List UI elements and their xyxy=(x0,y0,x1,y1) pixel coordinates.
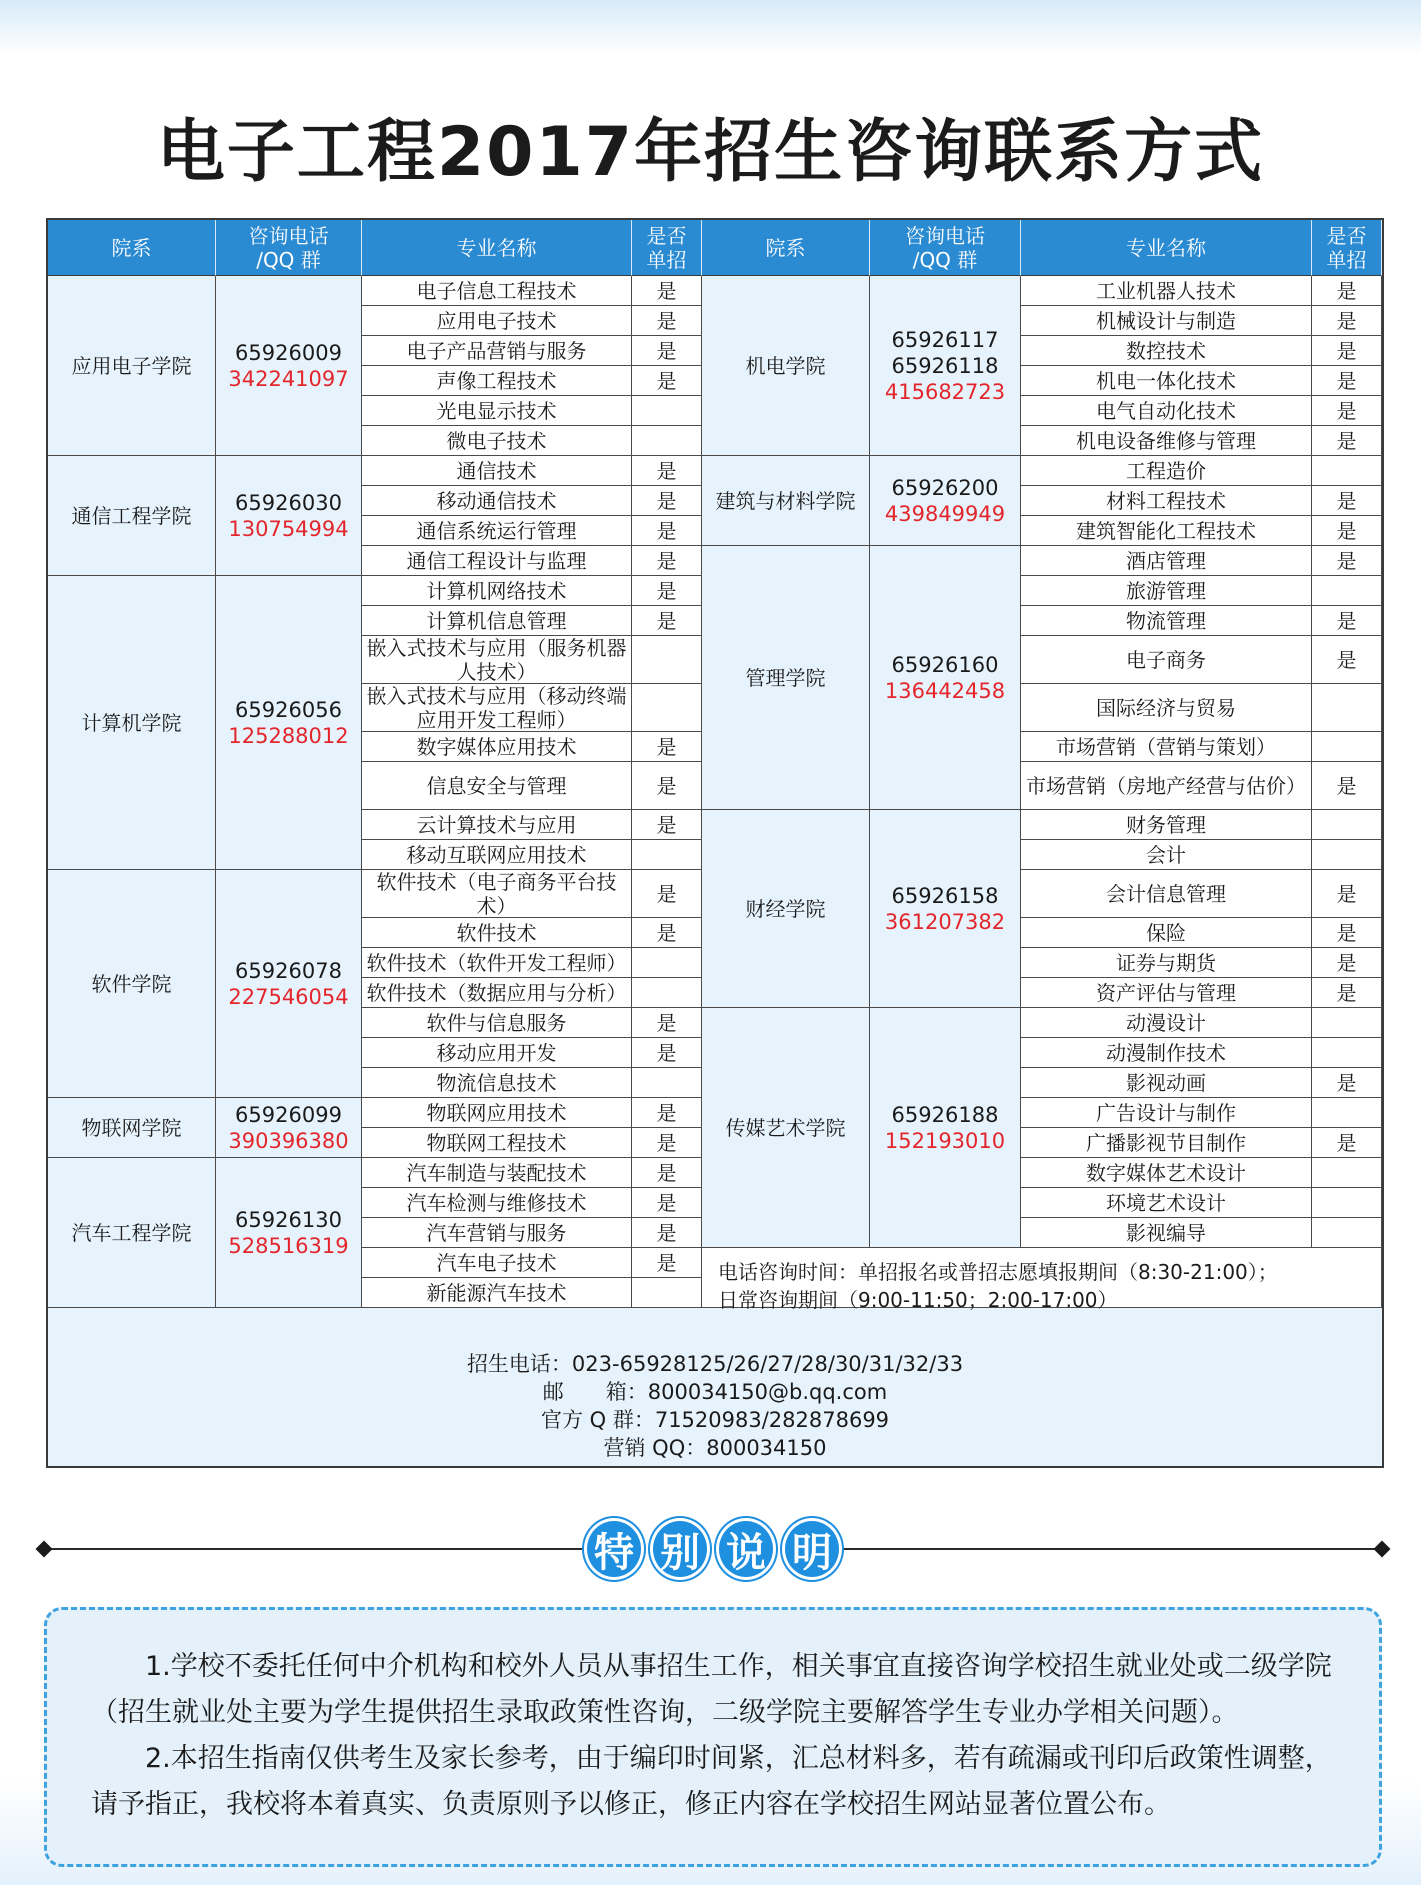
left-major-name: 光电显示技术 xyxy=(362,396,632,426)
consultation-hours xyxy=(702,1248,1382,1312)
right-major-single: 是 xyxy=(1312,546,1382,576)
left-major-single: 是 xyxy=(632,732,702,762)
left-major-single xyxy=(632,636,702,684)
right-major-name: 数控技术 xyxy=(1021,336,1312,366)
right-header-phone xyxy=(870,220,1021,276)
admission-contact-footer xyxy=(48,1346,1382,1466)
right-dept-name: 财经学院 xyxy=(702,810,870,1008)
dept-phone: 65926099 xyxy=(235,1102,342,1127)
left-major-single: 是 xyxy=(632,306,702,336)
left-header-phone xyxy=(216,220,362,276)
left-major-single: 是 xyxy=(632,1038,702,1068)
left-header-major: 专业名称 xyxy=(362,220,632,276)
left-major-name: 物流信息技术 xyxy=(362,1068,632,1098)
dept-qq-group: 125288012 xyxy=(228,723,349,748)
header-phone-line: 咨询电话 xyxy=(905,223,985,248)
right-major-name: 国际经济与贸易 xyxy=(1021,684,1312,732)
right-major-single: 是 xyxy=(1312,276,1382,306)
right-major-single: 是 xyxy=(1312,636,1382,684)
right-major-single: 是 xyxy=(1312,516,1382,546)
right-major-name: 电子商务 xyxy=(1021,636,1312,684)
right-major-single xyxy=(1312,1038,1382,1068)
right-major-single: 是 xyxy=(1312,1128,1382,1158)
right-dept-name: 机电学院 xyxy=(702,276,870,456)
left-major-single: 是 xyxy=(632,1218,702,1248)
left-major-name: 新能源汽车技术 xyxy=(362,1278,632,1308)
header-phone-line: /QQ 群 xyxy=(912,247,978,272)
right-major-name: 资产评估与管理 xyxy=(1021,978,1312,1008)
left-major-single: 是 xyxy=(632,576,702,606)
right-major-single xyxy=(1312,456,1382,486)
right-major-name: 动漫制作技术 xyxy=(1021,1038,1312,1068)
dept-qq-group: 227546054 xyxy=(228,984,349,1009)
left-major-name: 软件技术（软件开发工程师） xyxy=(362,948,632,978)
left-major-name: 软件技术 xyxy=(362,918,632,948)
right-major-single xyxy=(1312,1008,1382,1038)
dept-phone: 65926078 xyxy=(235,958,342,983)
right-major-name: 机电一体化技术 xyxy=(1021,366,1312,396)
right-major-single xyxy=(1312,1098,1382,1128)
left-major-name: 通信系统运行管理 xyxy=(362,516,632,546)
left-major-single: 是 xyxy=(632,1248,702,1278)
right-major-single: 是 xyxy=(1312,396,1382,426)
right-dept-name: 管理学院 xyxy=(702,546,870,810)
admission-phone: 招生电话：023-65928125/26/27/28/30/31/32/33 xyxy=(466,1352,964,1376)
left-major-name: 信息安全与管理 xyxy=(362,762,632,810)
dept-phone: 65926200 xyxy=(891,475,999,500)
left-major-single xyxy=(632,1068,702,1098)
header-phone-line: 咨询电话 xyxy=(248,223,329,248)
dept-phone: 65926030 xyxy=(235,490,342,515)
left-major-name: 微电子技术 xyxy=(362,426,632,456)
left-major-name: 数字媒体应用技术 xyxy=(362,732,632,762)
right-major-name: 机电设备维修与管理 xyxy=(1021,426,1312,456)
left-major-name: 计算机信息管理 xyxy=(362,606,632,636)
right-major-name: 环境艺术设计 xyxy=(1021,1188,1312,1218)
right-header-dept: 院系 xyxy=(702,220,870,276)
left-major-name: 通信技术 xyxy=(362,456,632,486)
dept-phone: 65926117 xyxy=(891,327,999,352)
right-major-single xyxy=(1312,1188,1382,1218)
special-notes-box xyxy=(44,1607,1382,1867)
right-major-name: 市场营销（房地产经营与估价） xyxy=(1021,762,1312,810)
left-major-single: 是 xyxy=(632,486,702,516)
dept-qq-group: 361207382 xyxy=(884,909,1006,934)
left-major-single xyxy=(632,1278,702,1308)
left-major-name: 计算机网络技术 xyxy=(362,576,632,606)
divider-right xyxy=(842,1548,1382,1550)
note-paragraph: 2.本招生指南仅供考生及家长参考，由于编印时间紧，汇总材料多，若有疏漏或刊印后政策性调整，请予指正，我校将本着真实、负责原则予以修正，修正内容在学校招生网站显著位置公布。 xyxy=(91,1743,1332,1820)
dept-phone: 65926158 xyxy=(891,883,999,908)
left-dept-contact xyxy=(216,576,362,870)
dept-phone: 65926118 xyxy=(891,353,999,378)
left-header-dept: 院系 xyxy=(48,220,216,276)
right-dept-contact xyxy=(870,456,1021,546)
dept-qq-group: 390396380 xyxy=(228,1128,349,1153)
right-header-major: 专业名称 xyxy=(1021,220,1312,276)
right-major-name: 机械设计与制造 xyxy=(1021,306,1312,336)
dept-qq-group: 152193010 xyxy=(884,1128,1006,1153)
right-major-name: 旅游管理 xyxy=(1021,576,1312,606)
left-major-single: 是 xyxy=(632,276,702,306)
right-major-name: 市场营销（营销与策划） xyxy=(1021,732,1312,762)
left-major-name: 物联网应用技术 xyxy=(362,1098,632,1128)
left-major-single xyxy=(632,684,702,732)
right-header-single xyxy=(1312,220,1382,276)
right-dept-contact xyxy=(870,1008,1021,1248)
left-major-name: 汽车制造与装配技术 xyxy=(362,1158,632,1188)
dept-phone: 65926130 xyxy=(235,1207,342,1232)
left-major-single: 是 xyxy=(632,456,702,486)
left-major-name: 通信工程设计与监理 xyxy=(362,546,632,576)
right-major-name: 工业机器人技术 xyxy=(1021,276,1312,306)
left-major-single: 是 xyxy=(632,1008,702,1038)
left-major-single: 是 xyxy=(632,870,702,918)
heading-char: 别 xyxy=(650,1518,710,1580)
dept-phone: 65926056 xyxy=(235,697,342,722)
right-dept-contact xyxy=(870,546,1021,810)
divider-left xyxy=(44,1548,584,1550)
right-major-single: 是 xyxy=(1312,1068,1382,1098)
dept-qq-group: 439849949 xyxy=(884,501,1006,526)
right-dept-contact xyxy=(870,810,1021,1008)
left-major-name: 物联网工程技术 xyxy=(362,1128,632,1158)
left-major-single xyxy=(632,426,702,456)
left-major-single: 是 xyxy=(632,1098,702,1128)
right-major-single: 是 xyxy=(1312,978,1382,1008)
dept-qq-group: 130754994 xyxy=(228,516,349,541)
right-major-single: 是 xyxy=(1312,366,1382,396)
right-major-single: 是 xyxy=(1312,948,1382,978)
diamond-right-icon xyxy=(1374,1541,1391,1558)
header-phone-line: /QQ 群 xyxy=(256,247,321,272)
heading-char: 明 xyxy=(782,1518,842,1580)
left-major-name: 软件与信息服务 xyxy=(362,1008,632,1038)
page-title: 电子工程2017年招生咨询联系方式 xyxy=(156,113,1265,192)
dept-qq-group: 136442458 xyxy=(884,678,1006,703)
right-major-name: 广告设计与制作 xyxy=(1021,1098,1312,1128)
left-major-name: 电子信息工程技术 xyxy=(362,276,632,306)
right-major-single xyxy=(1312,840,1382,870)
left-dept-name: 应用电子学院 xyxy=(48,276,216,456)
left-dept-contact xyxy=(216,456,362,576)
right-major-name: 工程造价 xyxy=(1021,456,1312,486)
left-major-name: 移动通信技术 xyxy=(362,486,632,516)
left-major-name: 移动互联网应用技术 xyxy=(362,840,632,870)
right-major-single: 是 xyxy=(1312,918,1382,948)
left-dept-contact xyxy=(216,276,362,456)
right-major-single: 是 xyxy=(1312,762,1382,810)
right-major-name: 会计 xyxy=(1021,840,1312,870)
left-major-single: 是 xyxy=(632,762,702,810)
right-dept-contact xyxy=(870,276,1021,456)
left-dept-name: 通信工程学院 xyxy=(48,456,216,576)
left-major-name: 云计算技术与应用 xyxy=(362,810,632,840)
marketing-qq: 营销 QQ：800034150 xyxy=(603,1436,827,1460)
left-dept-contact xyxy=(216,870,362,1098)
right-major-single: 是 xyxy=(1312,336,1382,366)
heading-char: 特 xyxy=(584,1518,644,1580)
right-major-name: 影视动画 xyxy=(1021,1068,1312,1098)
left-dept-name: 计算机学院 xyxy=(48,576,216,870)
header-single-line: 单招 xyxy=(1326,247,1367,272)
hours-line: 日常咨询期间（9:00-11:50；2:00-17:00） xyxy=(718,1288,1118,1312)
right-major-single: 是 xyxy=(1312,606,1382,636)
right-major-single xyxy=(1312,576,1382,606)
right-major-single: 是 xyxy=(1312,486,1382,516)
left-major-single: 是 xyxy=(632,1128,702,1158)
hours-line: 电话咨询时间：单招报名或普招志愿填报期间（8:30-21:00）； xyxy=(718,1260,1278,1284)
left-dept-name: 物联网学院 xyxy=(48,1098,216,1158)
right-major-name: 广播影视节目制作 xyxy=(1021,1128,1312,1158)
left-major-single: 是 xyxy=(632,546,702,576)
left-major-name: 嵌入式技术与应用（移动终端应用开发工程师） xyxy=(362,684,632,732)
right-major-name: 酒店管理 xyxy=(1021,546,1312,576)
right-major-single xyxy=(1312,684,1382,732)
left-major-single xyxy=(632,978,702,1008)
right-major-name: 财务管理 xyxy=(1021,810,1312,840)
right-major-name: 证券与期货 xyxy=(1021,948,1312,978)
right-dept-name: 传媒艺术学院 xyxy=(702,1008,870,1248)
left-major-name: 声像工程技术 xyxy=(362,366,632,396)
left-major-single xyxy=(632,840,702,870)
right-major-name: 会计信息管理 xyxy=(1021,870,1312,918)
official-qq-group: 官方 Q 群：71520983/282878699 xyxy=(540,1408,890,1432)
left-major-single: 是 xyxy=(632,366,702,396)
right-major-name: 电气自动化技术 xyxy=(1021,396,1312,426)
right-major-single: 是 xyxy=(1312,870,1382,918)
header-single-line: 是否 xyxy=(1326,223,1367,248)
dept-phone: 65926188 xyxy=(891,1102,999,1127)
heading-char: 说 xyxy=(716,1518,776,1580)
header-single-line: 是否 xyxy=(646,223,687,248)
dept-qq-group: 528516319 xyxy=(228,1233,349,1258)
right-major-name: 影视编导 xyxy=(1021,1218,1312,1248)
right-major-name: 数字媒体艺术设计 xyxy=(1021,1158,1312,1188)
contact-table xyxy=(46,218,1384,1468)
right-major-single: 是 xyxy=(1312,426,1382,456)
left-major-single: 是 xyxy=(632,1158,702,1188)
left-major-single: 是 xyxy=(632,918,702,948)
left-major-name: 汽车营销与服务 xyxy=(362,1218,632,1248)
right-major-single xyxy=(1312,810,1382,840)
note-paragraph: 1.学校不委托任何中介机构和校外人员从事招生工作，相关事宜直接咨询学校招生就业处或二级学院（招生就业处主要为学生提供招生录取政策性咨询，二级学院主要解答学生专业办学相关问题）。 xyxy=(91,1651,1332,1728)
left-major-name: 电子产品营销与服务 xyxy=(362,336,632,366)
left-major-single: 是 xyxy=(632,516,702,546)
right-major-name: 物流管理 xyxy=(1021,606,1312,636)
left-major-single xyxy=(632,396,702,426)
left-major-name: 嵌入式技术与应用（服务机器人技术） xyxy=(362,636,632,684)
header-single-line: 单招 xyxy=(646,247,687,272)
left-major-single: 是 xyxy=(632,606,702,636)
dept-phone: 65926160 xyxy=(891,652,999,677)
left-major-name: 软件技术（电子商务平台技术） xyxy=(362,870,632,918)
left-major-single: 是 xyxy=(632,336,702,366)
left-major-single: 是 xyxy=(632,810,702,840)
admission-email: 邮 箱：800034150@b.qq.com xyxy=(542,1380,888,1404)
left-major-name: 汽车电子技术 xyxy=(362,1248,632,1278)
dept-qq-group: 415682723 xyxy=(884,379,1006,404)
diamond-left-icon xyxy=(36,1541,53,1558)
left-major-name: 应用电子技术 xyxy=(362,306,632,336)
left-dept-name: 软件学院 xyxy=(48,870,216,1098)
left-major-name: 汽车检测与维修技术 xyxy=(362,1188,632,1218)
dept-phone: 65926009 xyxy=(235,340,342,365)
right-major-single xyxy=(1312,732,1382,762)
dept-qq-group: 342241097 xyxy=(228,366,349,391)
right-major-name: 材料工程技术 xyxy=(1021,486,1312,516)
right-dept-name: 建筑与材料学院 xyxy=(702,456,870,546)
right-major-name: 动漫设计 xyxy=(1021,1008,1312,1038)
left-major-name: 移动应用开发 xyxy=(362,1038,632,1068)
left-dept-contact xyxy=(216,1098,362,1158)
right-major-single: 是 xyxy=(1312,306,1382,336)
left-dept-contact xyxy=(216,1158,362,1308)
right-major-single xyxy=(1312,1218,1382,1248)
right-major-single xyxy=(1312,1158,1382,1188)
left-major-name: 软件技术（数据应用与分析） xyxy=(362,978,632,1008)
special-notice-heading xyxy=(584,1513,842,1585)
left-header-single xyxy=(632,220,702,276)
right-major-name: 建筑智能化工程技术 xyxy=(1021,516,1312,546)
left-dept-name: 汽车工程学院 xyxy=(48,1158,216,1308)
left-major-single: 是 xyxy=(632,1188,702,1218)
right-major-name: 保险 xyxy=(1021,918,1312,948)
left-major-single xyxy=(632,948,702,978)
